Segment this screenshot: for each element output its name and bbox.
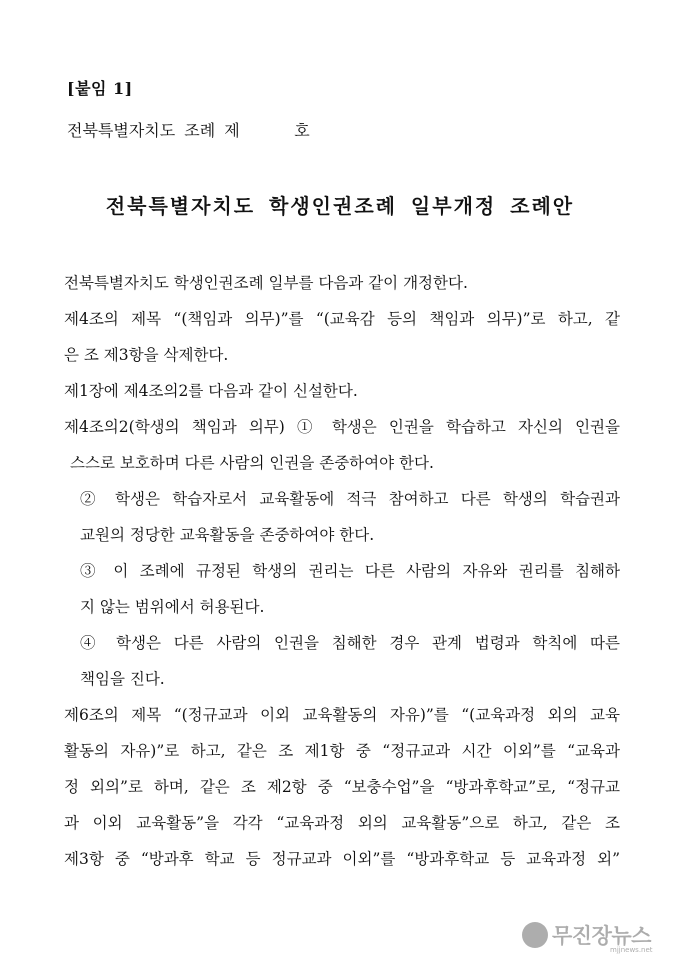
watermark-logo-icon (522, 922, 548, 948)
body-line: 은 조 제3항을 삭제한다. (64, 346, 229, 364)
body-line: 제4조의 제목 “(책임과 의무)”를 “(교육감 등의 책임과 의무)”로 하고, 같 (64, 310, 620, 328)
watermark-url: mjjnews.net (610, 946, 653, 954)
body-line: 정 외의”로 하며, 같은 조 제2항 중 “보충수업”을 “방과후학교”로, “정규교 (64, 778, 620, 796)
attachment-label: [붙임 1] (67, 79, 133, 98)
body-line: ④ 학생은 다른 사람의 인권을 침해한 경우 관계 법령과 학칙에 따른 (80, 634, 620, 652)
body-line: 책임을 진다. (80, 670, 165, 688)
watermark-brand: 무진장뉴스 (552, 924, 651, 948)
body-line: 전북특별자치도 학생인권조례 일부를 다음과 같이 개정한다. (64, 274, 468, 292)
body-line: 제6조의 제목 “(정규교과 이외 교육활동의 자유)”를 “(교육과정 외의 교육 (64, 706, 620, 724)
body-line: ② 학생은 학습자로서 교육활동에 적극 참여하고 다른 학생의 학습권과 (80, 490, 620, 508)
document-body (64, 265, 620, 877)
watermark (522, 916, 672, 956)
body-line: 스스로 보호하며 다른 사람의 인권을 존중하여야 한다. (70, 454, 434, 472)
body-line: 지 않는 범위에서 허용된다. (80, 598, 265, 616)
body-line: 제4조의2(학생의 책임과 의무) ① 학생은 인권을 학습하고 자신의 인권을 (64, 418, 620, 436)
body-line: 제3항 중 “방과후 학교 등 정규교과 이외”를 “방과후학교 등 교육과정 외” (64, 850, 620, 868)
ordinance-number: 전북특별자치도 조례 제 호 (67, 121, 310, 140)
body-line: 과 이외 교육활동”을 각각 “교육과정 외의 교육활동”으로 하고, 같은 조 (64, 814, 620, 832)
body-line: 활동의 자유)”로 하고, 같은 조 제1항 중 “정규교과 시간 이외”를 “교육과 (64, 742, 620, 760)
body-line: 교원의 정당한 교육활동을 존중하여야 한다. (80, 526, 375, 544)
document-title: 전북특별자치도 학생인권조례 일부개정 조례안 (105, 194, 575, 218)
body-line: ③ 이 조례에 규정된 학생의 권리는 다른 사람의 자유와 권리를 침해하 (80, 562, 620, 580)
body-line: 제1장에 제4조의2를 다음과 같이 신설한다. (64, 382, 358, 400)
